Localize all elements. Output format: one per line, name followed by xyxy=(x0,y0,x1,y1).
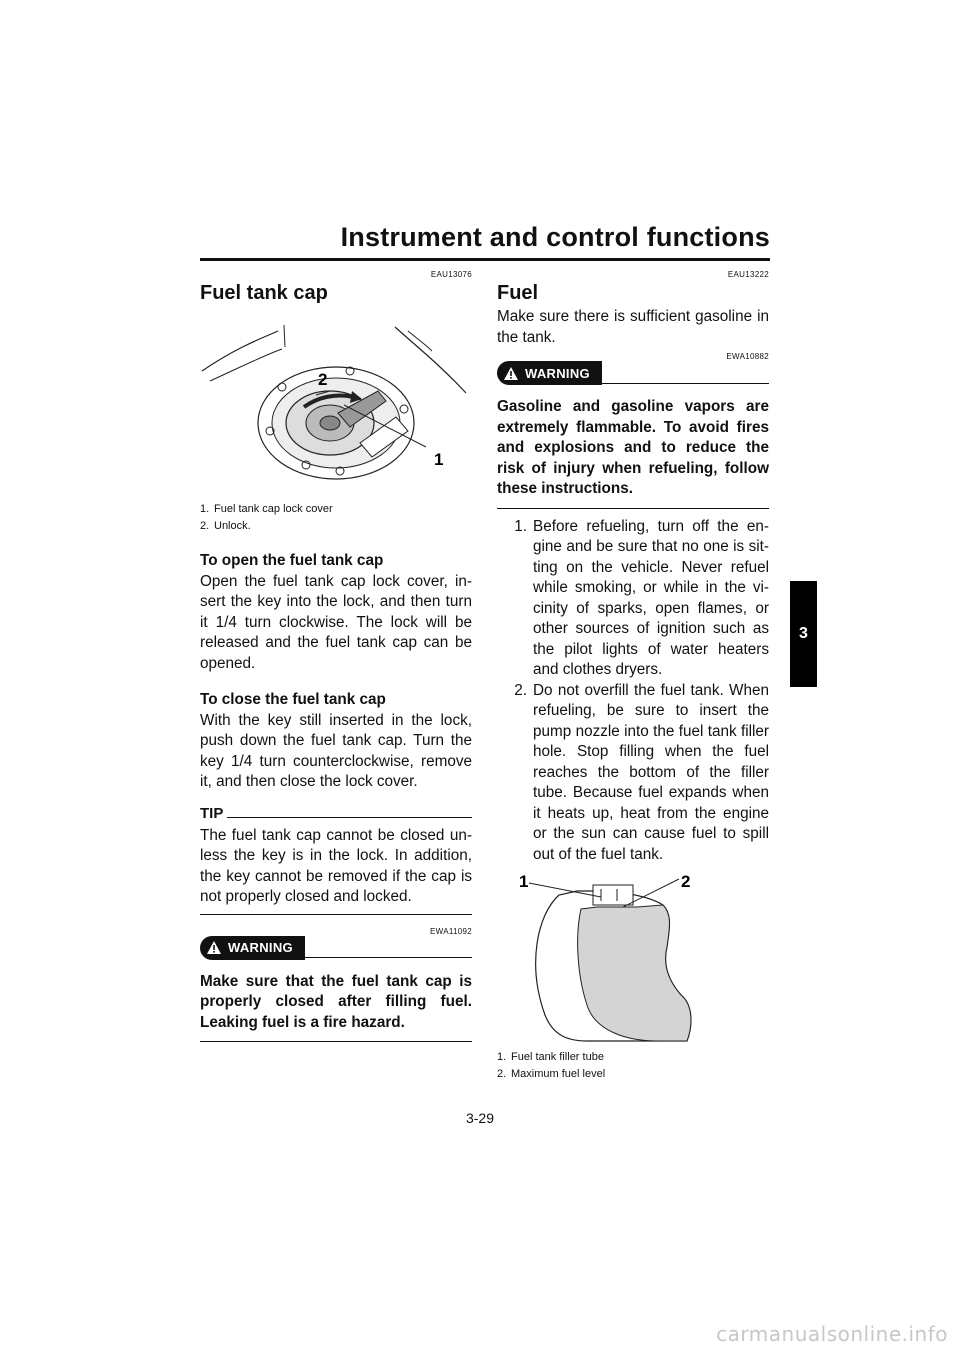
fuel-level-figure xyxy=(497,875,769,1047)
step-text: Do not overfill the fuel tank. When refueling, be sure to insert the pump nozzle into the fuel tank filler hole. Stop filling when the fuel reaches the bottom of the filler tube. Because fuel expands when it heats up, heat from the engine or the sun can cause fuel to spill out of the fuel tank. xyxy=(533,681,769,863)
section-title-fuel-tank-cap: Fuel tank cap xyxy=(200,282,328,304)
warning-triangle-icon xyxy=(206,940,222,955)
warning-label: WARNING xyxy=(525,365,590,381)
step-number: 2. xyxy=(514,681,527,699)
warning-text: Make sure that the fuel tank cap is properly closed after filling fuel. Leaking fuel is a fire hazard. xyxy=(200,972,472,1031)
caption-text: Unlock. xyxy=(214,520,251,532)
tip-label: TIP xyxy=(200,804,224,822)
fuel-tank-cap-figure xyxy=(200,305,472,481)
tip-header xyxy=(200,805,472,822)
open-cap-heading: To open the fuel tank cap xyxy=(200,552,384,569)
warning-code: EWA10882 xyxy=(726,352,769,361)
warning-text: Gasoline and gasoline vapors are extremely flammable. To avoid fires and explosions and to reduce the risk of injury when refueling, follow these instructions. xyxy=(497,398,769,497)
warning-label: WARNING xyxy=(228,940,293,955)
chapter-tab: 3 xyxy=(790,581,817,687)
warning-header xyxy=(497,361,769,385)
caption-item xyxy=(497,1049,769,1066)
caption-number: 1. xyxy=(200,503,210,515)
tip-rule-top xyxy=(227,817,472,818)
fuel-tank-filler-illustration xyxy=(497,875,769,1047)
caption-text: Fuel tank cap lock cover xyxy=(214,503,333,515)
list-item xyxy=(497,517,769,681)
page-number: 3-29 xyxy=(465,1110,495,1126)
left-column xyxy=(200,270,472,1042)
fuel-intro-text: Make sure there is sufficient gasoline in the tank. xyxy=(497,308,769,346)
warning-rule-bottom xyxy=(200,1041,472,1042)
figure-label-1: 1 xyxy=(434,450,444,469)
caption-text: Fuel tank filler tube xyxy=(511,1051,604,1063)
close-cap-heading: To close the fuel tank cap xyxy=(200,691,386,708)
caption-item xyxy=(200,518,472,535)
header-rule xyxy=(200,258,770,261)
section-code: EAU13076 xyxy=(430,270,472,279)
list-item xyxy=(497,681,769,866)
caption-item xyxy=(497,1066,769,1083)
refuel-steps xyxy=(497,517,769,866)
caption-number: 2. xyxy=(200,520,210,532)
warning-code: EWA11092 xyxy=(430,926,472,936)
tip-text: The fuel tank cap cannot be closed un-less the key is in the lock. In addition, the key cannot be removed if the cap is not properly closed and locked. xyxy=(200,826,472,905)
watermark: carmanualsonline.info xyxy=(716,1322,948,1346)
warning-rule-top xyxy=(305,957,472,958)
figure-captions xyxy=(497,1049,769,1083)
fuel-tank-cap-illustration xyxy=(200,305,472,481)
figure-label-2: 2 xyxy=(318,370,328,389)
caption-text: Maximum fuel level xyxy=(511,1068,606,1080)
figure-label-2: 2 xyxy=(681,875,691,891)
warning-rule-bottom xyxy=(497,508,769,509)
warning-badge xyxy=(200,936,305,960)
caption-number: 2. xyxy=(497,1068,507,1080)
right-column xyxy=(497,270,769,1083)
warning-rule-top xyxy=(602,383,769,384)
step-number: 1. xyxy=(514,517,527,535)
caption-item xyxy=(200,501,472,518)
page-header-title: Instrument and control functions xyxy=(340,222,770,252)
warning-badge xyxy=(497,361,602,385)
step-text: Before refueling, turn off the en-gine and be sure that no one is sit-ting on the vehicle. Never refuel while smoking, or while in the vi-cinity of sparks, open flames, or other sources of ignition such as the pilot lights of water heaters and clothes dryers. xyxy=(533,517,769,678)
section-code: EAU13222 xyxy=(727,270,769,279)
warning-header xyxy=(200,936,472,960)
open-cap-text: Open the fuel tank cap lock cover, in-sert the key into the lock, and then turn it 1/4 turn clockwise. The lock will be released and the fuel tank cap can be opened. xyxy=(200,572,472,672)
warning-triangle-icon xyxy=(503,366,519,381)
caption-number: 1. xyxy=(497,1051,507,1063)
close-cap-text: With the key still inserted in the lock, push down the fuel tank cap. Turn the key 1/4 turn counterclockwise, remove it, and then close the lock cover. xyxy=(200,711,472,790)
tip-rule-bottom xyxy=(200,914,472,915)
section-title-fuel: Fuel xyxy=(497,282,539,304)
figure-label-1: 1 xyxy=(519,875,529,891)
figure-captions xyxy=(200,501,472,535)
